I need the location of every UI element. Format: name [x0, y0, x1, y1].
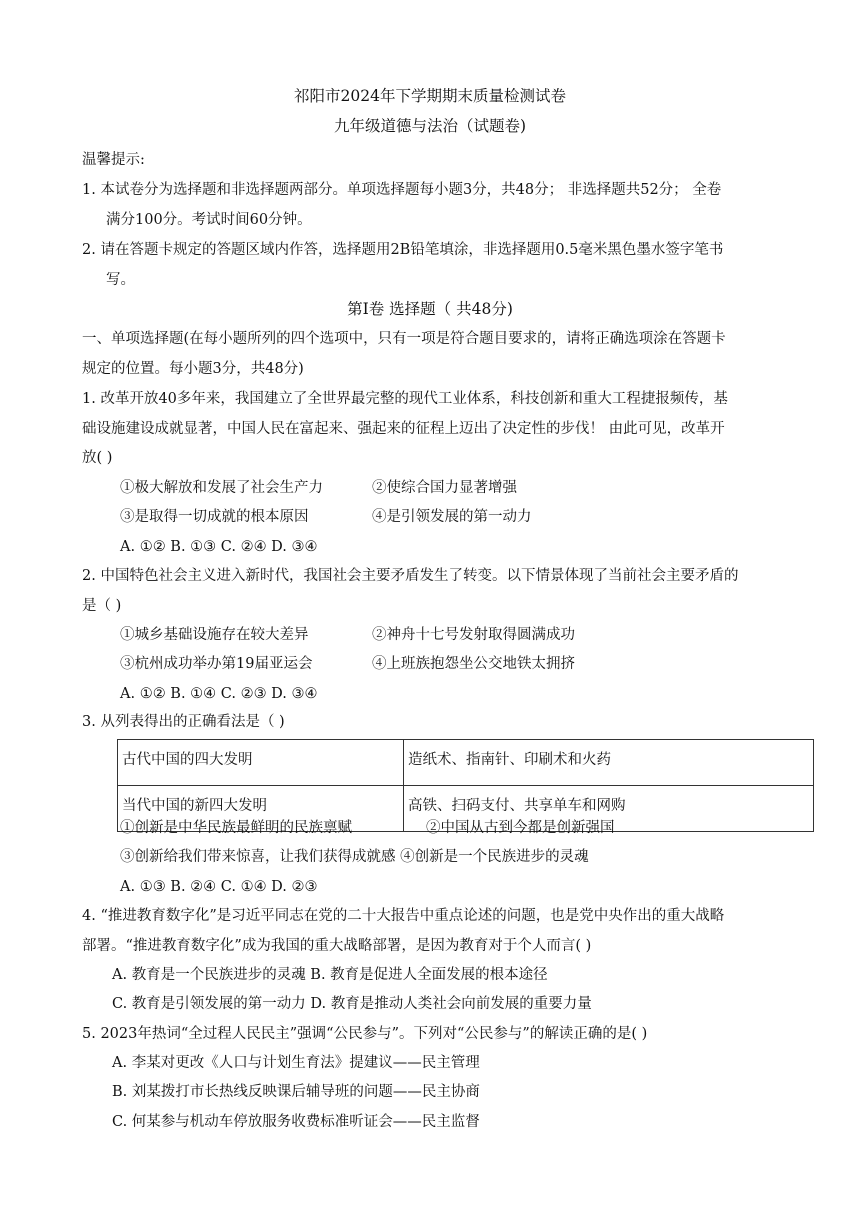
part1-heading: 第Ⅰ卷 选择题（ 共48分) [347, 300, 513, 318]
q3-statements-3-4: ③创新给我们带来惊喜，让我们获得成就感 ④创新是一个民族进步的灵魂 [120, 849, 589, 865]
notice-item-1-line-2: 满分100分。考试时间60分钟。 [106, 212, 312, 228]
q5-option-c: C. 何某参与机动车停放服务收费标准听证会——民主监督 [112, 1114, 480, 1130]
exam-title: 祁阳市2024年下学期期末质量检测试卷 [294, 87, 566, 105]
q2-options: A. ①② B. ①④ C. ②③ D. ③④ [120, 686, 318, 702]
notice-item-1-line-1: 1. 本试卷分为选择题和非选择题两部分。单项选择题每小题3分，共48分； 非选择题共52分； 全卷 [82, 182, 722, 198]
exam-subtitle: 九年级道德与法治（试题卷) [333, 117, 527, 135]
notice-item-2-line-1: 2. 请在答题卡规定的答题区域内作答，选择题用2B铅笔填涂，非选择题用0.5毫米黑色墨水签字笔书 [82, 242, 724, 258]
q1-stem-line-1: 1. 改革开放40多年来，我国建立了全世界最完整的现代工业体系，科技创新和重大工程捷报频传，基 [82, 391, 728, 407]
table-row [118, 740, 814, 786]
table-cell: 古代中国的四大发明 [118, 740, 404, 786]
q2-statement-2: ②神舟十七号发射取得圆满成功 [372, 627, 575, 643]
q4-options-a-b: A. 教育是一个民族进步的灵魂 B. 教育是促进人全面发展的根本途径 [112, 967, 548, 983]
q2-stem-line-1: 2. 中国特色社会主义进入新时代，我国社会主要矛盾发生了转变。以下情景体现了当前社会主要矛盾的 [82, 568, 739, 584]
q2-statement-4: ④上班族抱怨坐公交地铁太拥挤 [372, 656, 575, 672]
q1-stem-line-2: 础设施建设成就显著，中国人民在富起来、强起来的征程上迈出了决定性的步伐！ 由此可见，改革开 [82, 421, 725, 437]
table-cell: 当代中国的新四大发明 [118, 786, 404, 832]
q2-stem-line-2: 是（ ) [82, 598, 122, 614]
notice-item-2-line-2: 写。 [106, 272, 135, 288]
q1-options: A. ①② B. ①③ C. ②④ D. ③④ [120, 539, 318, 555]
table-cell: 高铁、扫码支付、共享单车和网购 [404, 786, 814, 832]
q3-stem-line-1: 3. 从列表得出的正确看法是（ ) [82, 714, 285, 730]
q5-option-b: B. 刘某拨打市长热线反映课后辅导班的问题——民主协商 [112, 1084, 480, 1100]
table-cell: 造纸术、指南针、印刷术和火药 [404, 740, 814, 786]
q3-statement-1: ①创新是中华民族最鲜明的民族禀赋 [120, 820, 352, 836]
q1-statement-2: ②使综合国力显著增强 [372, 480, 517, 496]
q1-stem-line-3: 放( ) [82, 450, 113, 466]
q5-stem-line-1: 5. 2023年热词“全过程人民民主”强调“公民参与”。下列对“公民参与”的解读正确的是( ) [82, 1026, 648, 1042]
q1-statement-1: ①极大解放和发展了社会生产力 [120, 480, 323, 496]
q5-option-a: A. 李某对更改《人口与计划生育法》提建议——民主管理 [112, 1055, 480, 1071]
q4-stem-line-2: 部署。“推进教育数字化”成为我国的重大战略部署，是因为教育对于个人而言( ) [82, 938, 592, 954]
q3-options: A. ①③ B. ②④ C. ①④ D. ②③ [120, 879, 318, 895]
part1-instruction-line-1: 一、单项选择题(在每小题所列的四个选项中，只有一项是符合题目要求的，请将正确选项涂在答题卡 [82, 331, 726, 347]
part1-instruction-line-2: 规定的位置。每小题3分，共48分) [82, 361, 304, 377]
notice-heading: 温馨提示: [82, 152, 145, 168]
q1-statement-4: ④是引领发展的第一动力 [372, 509, 532, 525]
q1-statement-3: ③是取得一切成就的根本原因 [120, 509, 309, 525]
q4-options-c-d: C. 教育是引领发展的第一动力 D. 教育是推动人类社会向前发展的重要力量 [112, 996, 592, 1012]
q4-stem-line-1: 4. “推进教育数字化”是习近平同志在党的二十大报告中重点论述的问题，也是党中央作出的重大战略 [82, 908, 725, 924]
q3-statement-2: ②中国从古到今都是创新强国 [426, 820, 615, 836]
q2-statement-1: ①城乡基础设施存在较大差异 [120, 627, 309, 643]
q2-statement-3: ③杭州成功举办第19届亚运会 [120, 656, 313, 672]
